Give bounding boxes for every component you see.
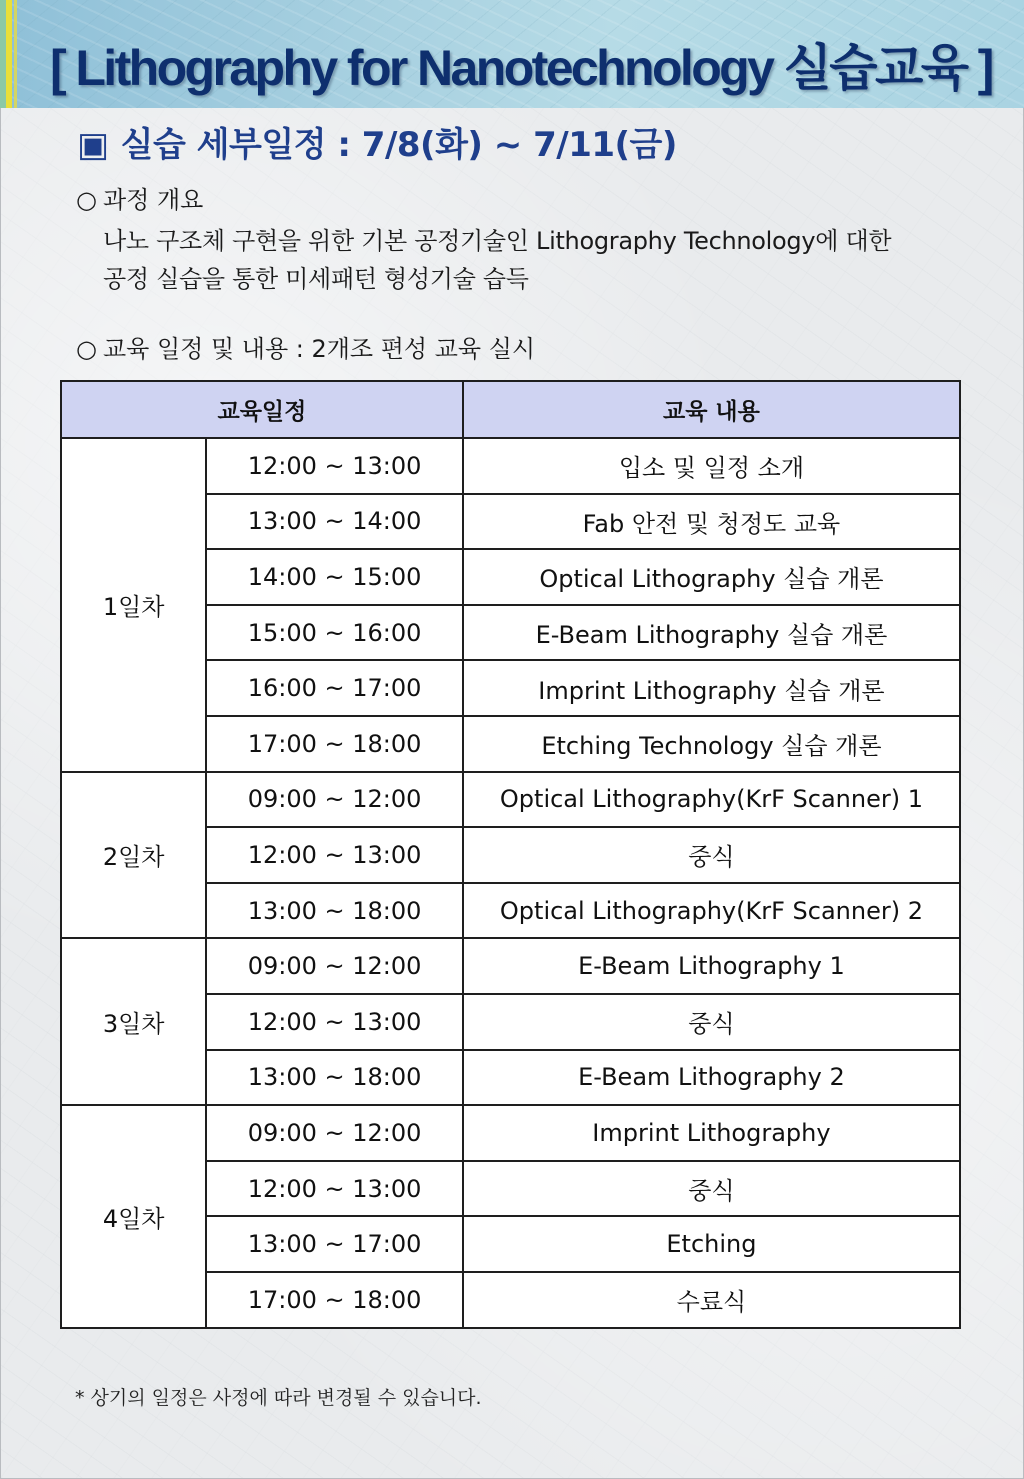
time-cell: 17:00 ~ 18:00: [206, 1272, 463, 1328]
page-title: [ Lithography for Nanotechnology 실습교육 ]: [50, 40, 992, 96]
square-bullet-icon: ▣: [77, 125, 109, 165]
schedule-table: [60, 380, 961, 1329]
content-cell: Optical Lithography(KrF Scanner) 2: [463, 883, 960, 939]
content-cell: Optical Lithography 실습 개론: [463, 549, 960, 605]
time-cell: 15:00 ~ 16:00: [206, 605, 463, 661]
content-cell: Fab 안전 및 청정도 교육: [463, 494, 960, 550]
section-heading: [77, 117, 677, 166]
table-row: [61, 938, 960, 994]
content-cell: Imprint Lithography 실습 개론: [463, 660, 960, 716]
day-label-cell: 4일차: [61, 1105, 206, 1327]
time-cell: 17:00 ~ 18:00: [206, 716, 463, 772]
column-header-content: 교육 내용: [463, 381, 960, 438]
time-cell: 12:00 ~ 13:00: [206, 994, 463, 1050]
time-cell: 13:00 ~ 14:00: [206, 494, 463, 550]
content-cell: E-Beam Lithography 2: [463, 1050, 960, 1106]
table-header-row: [61, 381, 960, 438]
content-cell: E-Beam Lithography 실습 개론: [463, 605, 960, 661]
time-cell: 09:00 ~ 12:00: [206, 938, 463, 994]
column-header-schedule: 교육일정: [61, 381, 463, 438]
schedule-intro: [76, 329, 535, 364]
day-label-cell: 3일차: [61, 938, 206, 1105]
content-cell: 중식: [463, 1161, 960, 1217]
time-cell: 13:00 ~ 18:00: [206, 1050, 463, 1106]
time-cell: 12:00 ~ 13:00: [206, 827, 463, 883]
content-cell: Etching: [463, 1216, 960, 1272]
overview-heading: [76, 180, 203, 215]
title-banner: [0, 0, 1024, 108]
time-cell: 13:00 ~ 17:00: [206, 1216, 463, 1272]
day-label-cell: 1일차: [61, 438, 206, 772]
content-cell: 중식: [463, 994, 960, 1050]
banner-accent-yellow-thin: [14, 0, 17, 108]
day-label-cell: 2일차: [61, 772, 206, 939]
circle-bullet-icon: ○: [76, 335, 97, 363]
content-cell: 수료식: [463, 1272, 960, 1328]
content-cell: 중식: [463, 827, 960, 883]
time-cell: 09:00 ~ 12:00: [206, 772, 463, 828]
time-cell: 13:00 ~ 18:00: [206, 883, 463, 939]
section-heading-text: 실습 세부일정 : 7/8(화) ~ 7/11(금): [120, 125, 677, 165]
overview-line-1: 나노 구조체 구현을 위한 기본 공정기술인 Lithography Technology에 대한: [103, 227, 892, 255]
content-cell: Imprint Lithography: [463, 1105, 960, 1161]
time-cell: 16:00 ~ 17:00: [206, 660, 463, 716]
time-cell: 14:00 ~ 15:00: [206, 549, 463, 605]
banner-accent-yellow: [6, 0, 12, 108]
content-cell: Optical Lithography(KrF Scanner) 1: [463, 772, 960, 828]
time-cell: 12:00 ~ 13:00: [206, 1161, 463, 1217]
table-row: [61, 1105, 960, 1161]
circle-bullet-icon: ○: [76, 186, 97, 214]
content-cell: Etching Technology 실습 개론: [463, 716, 960, 772]
content-cell: 입소 및 일정 소개: [463, 438, 960, 494]
time-cell: 09:00 ~ 12:00: [206, 1105, 463, 1161]
overview-line-2: 공정 실습을 통한 미세패턴 형성기술 습득: [103, 265, 529, 293]
footnote: * 상기의 일정은 사정에 따라 변경될 수 있습니다.: [75, 1387, 482, 1409]
table-row: [61, 772, 960, 828]
schedule-intro-text: 교육 일정 및 내용 : 2개조 편성 교육 실시: [102, 335, 536, 363]
overview-heading-text: 과정 개요: [102, 186, 204, 214]
table-row: [61, 438, 960, 494]
time-cell: 12:00 ~ 13:00: [206, 438, 463, 494]
content-cell: E-Beam Lithography 1: [463, 938, 960, 994]
